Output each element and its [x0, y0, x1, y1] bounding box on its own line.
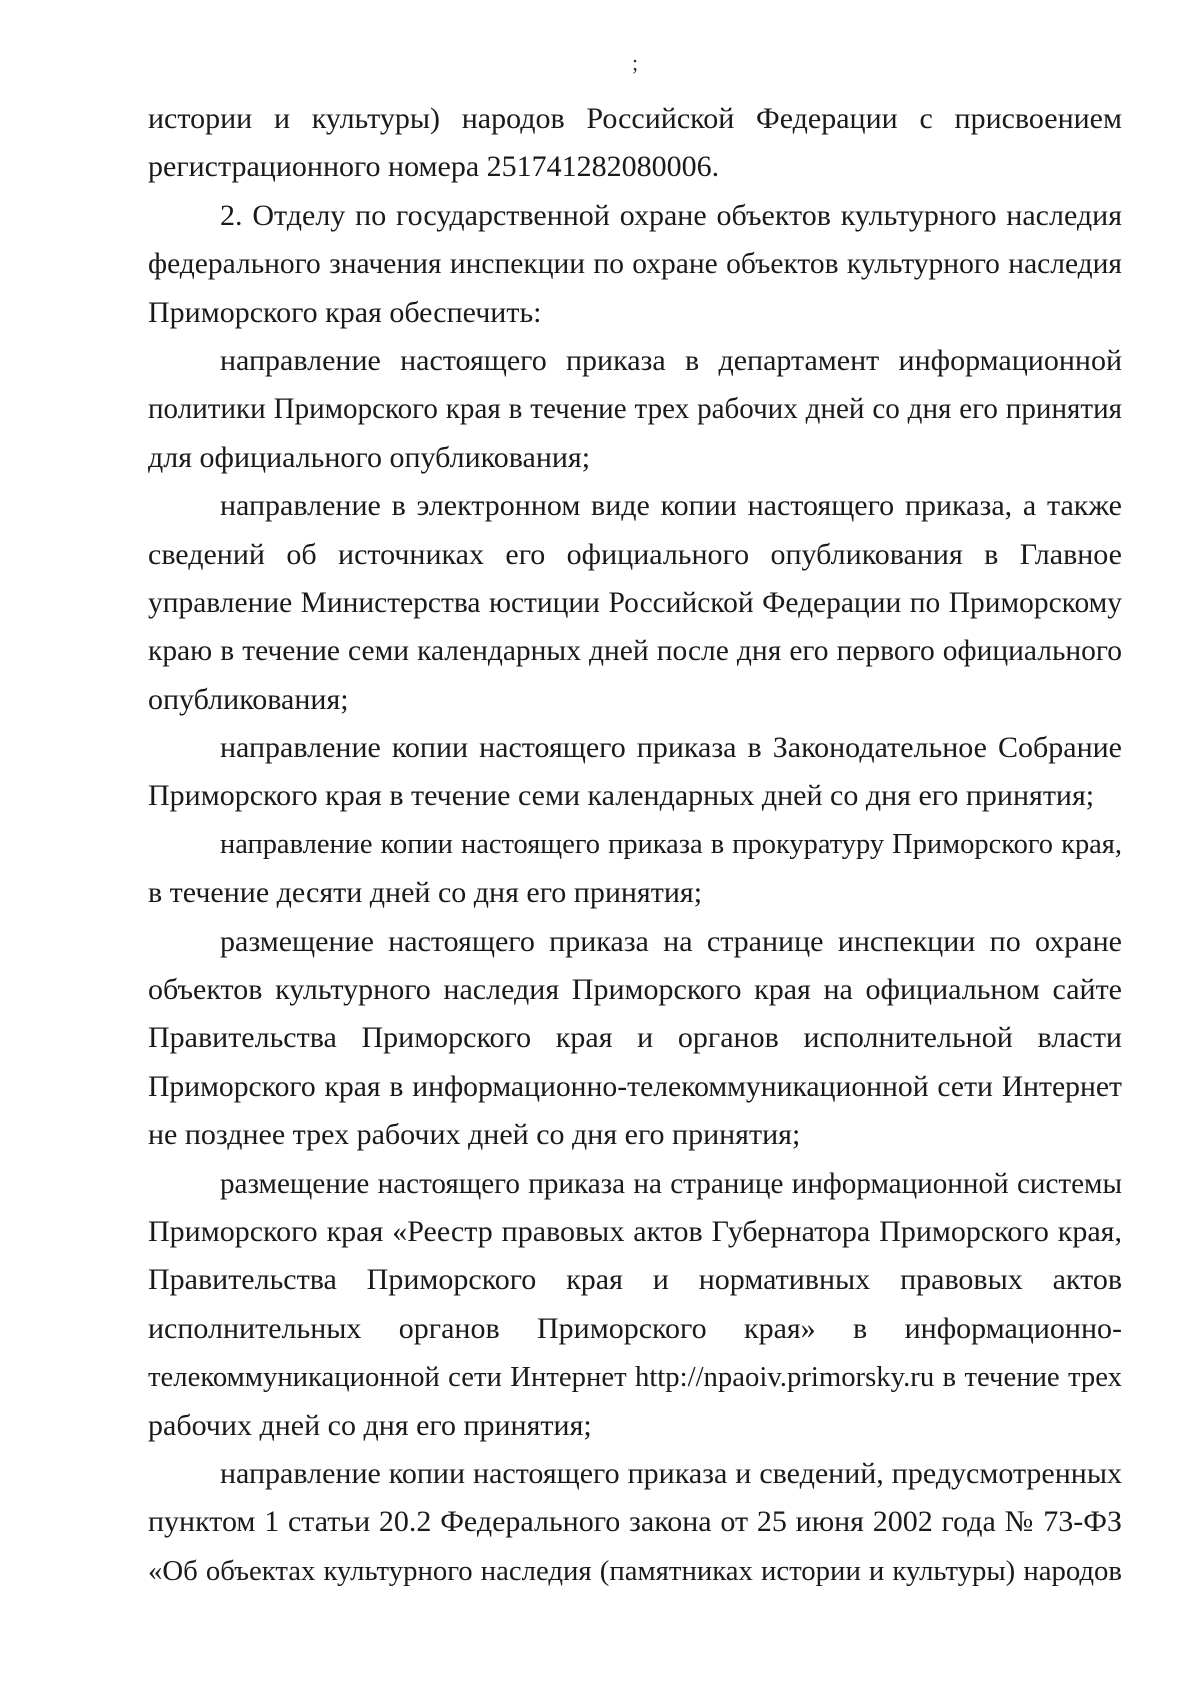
text-line: рабочих дней со дня его принятия;: [148, 1408, 592, 1442]
text-line: не позднее трех рабочих дней со дня его принятия;: [148, 1118, 801, 1152]
text-line: телекоммуникационной сети Интернет http://npaoiv.primorsky.ru в течение трех: [148, 1361, 1122, 1394]
text-line: направление настоящего приказа в департамент информационной: [220, 343, 1122, 377]
text-line: Приморского края обеспечить:: [148, 295, 542, 329]
text-line: размещение настоящего приказа на странице информационной системы: [220, 1167, 1122, 1200]
text-line: Приморского края «Реестр правовых актов Губернатора Приморского края,: [148, 1214, 1122, 1248]
text-line: для официального опубликования;: [148, 440, 591, 474]
text-line: объектов культурного наследия Приморского края на официальном сайте: [148, 973, 1122, 1007]
text-line: 2. Отделу по государственной охране объектов культурного наследия: [220, 198, 1122, 232]
document-body: [148, 95, 1122, 1595]
text-line: регистрационного номера 251741282080006.: [148, 150, 720, 184]
text-line: Правительства Приморского края и органов исполнительной власти: [148, 1021, 1122, 1055]
text-line: направление копии настоящего приказа в прокуратуру Приморского края,: [220, 828, 1122, 860]
text-line: направление копии настоящего приказа и сведений, предусмотренных: [220, 1456, 1122, 1490]
text-line: направление копии настоящего приказа в Законодательное Собрание: [220, 731, 1122, 765]
text-line: пунктом 1 статьи 20.2 Федерального закона от 25 июня 2002 года № 73-ФЗ: [148, 1505, 1122, 1539]
text-line: политики Приморского края в течение трех рабочих дней со дня его принятия: [148, 393, 1122, 426]
text-line: направление в электронном виде копии настоящего приказа, а также: [220, 489, 1122, 523]
text-line: Правительства Приморского края и нормативных правовых актов: [148, 1263, 1122, 1297]
text-line: Приморского края в информационно-телекоммуникационной сети Интернет: [148, 1070, 1122, 1103]
text-line: Приморского края в течение семи календарных дней со дня его принятия;: [148, 779, 1095, 813]
text-line: истории и культуры) народов Российской Федерации с присвоением: [148, 102, 1122, 135]
page-number: ;: [631, 50, 639, 75]
text-line: размещение настоящего приказа на странице инспекции по охране: [220, 924, 1122, 958]
text-line: в течение десяти дней со дня его принятия;: [148, 876, 703, 910]
text-line: федерального значения инспекции по охране объектов культурного наследия: [148, 248, 1122, 281]
text-line: управление Министерства юстиции Российской Федерации по Приморскому: [148, 586, 1122, 619]
text-line: «Об объектах культурного наследия (памятниках истории и культуры) народов: [148, 1554, 1122, 1587]
text-line: исполнительных органов Приморского края» в информационно-: [148, 1311, 1122, 1345]
text-line: краю в течение семи календарных дней после дня его первого официального: [148, 635, 1122, 668]
text-line: опубликования;: [148, 682, 349, 716]
text-line: сведений об источниках его официального опубликования в Главное: [148, 537, 1122, 571]
